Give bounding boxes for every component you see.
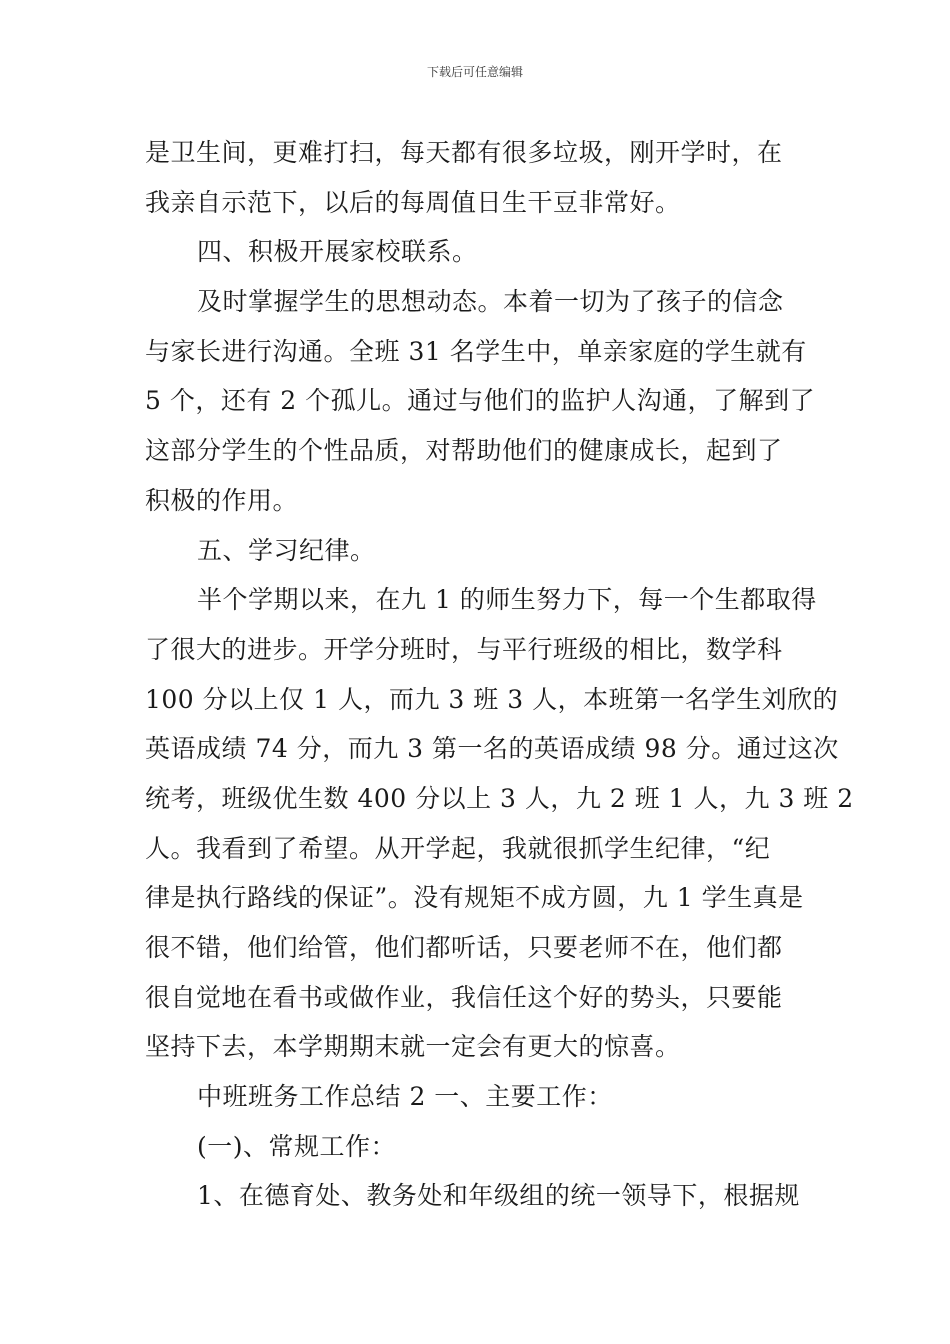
text-line: 这部分学生的个性品质，对帮助他们的健康成长，起到了 bbox=[145, 436, 783, 466]
section-heading: 中班班务工作总结 2 一、主要工作： bbox=[197, 1082, 613, 1112]
text-line: 很自觉地在看书或做作业，我信任这个好的势头，只要能 bbox=[145, 982, 783, 1012]
text-line: 人。我看到了希望。从开学起，我就很抓学生纪律，“纪 bbox=[145, 833, 771, 863]
text-line: 是卫生间，更难打扫，每天都有很多垃圾，刚开学时，在 bbox=[145, 138, 783, 167]
section-heading: 四、积极开展家校联系。 bbox=[197, 237, 478, 267]
text-line: 律是执行路线的保证”。没有规矩不成方圆，九 1 学生真是 bbox=[145, 883, 804, 913]
text-line: 坚持下去，本学期期末就一定会有更大的惊喜。 bbox=[145, 1032, 681, 1062]
text-line: 英语成绩 74 分，而九 3 第一名的英语成绩 98 分。通过这次 bbox=[145, 734, 839, 764]
text-line: 很不错，他们给管，他们都听话，只要老师不在，他们都 bbox=[145, 933, 783, 962]
text-line: 我亲自示范下，以后的每周值日生干豆非常好。 bbox=[145, 187, 681, 217]
text-line: 100 分以上仅 1 人，而九 3 班 3 人，本班第一名学生刘欣的 bbox=[145, 684, 839, 714]
paragraph-start: 半个学期以来，在九 1 的师生努力下，每一个生都取得 bbox=[197, 585, 817, 615]
document-body bbox=[145, 128, 854, 1221]
subsection-heading: (一)、常规工作： bbox=[197, 1131, 397, 1161]
text-line: 5 个，还有 2 个孤儿。通过与他们的监护人沟通，了解到了 bbox=[145, 386, 816, 416]
paragraph-start: 1、在德育处、教务处和年级组的统一领导下，根据规 bbox=[197, 1181, 800, 1211]
text-line: 与家长进行沟通。全班 31 名学生中，单亲家庭的学生就有 bbox=[145, 336, 807, 366]
text-line: 了很大的进步。开学分班时，与平行班级的相比，数学科 bbox=[145, 634, 783, 664]
text-line: 统考，班级优生数 400 分以上 3 人，九 2 班 1 人，九 3 班 2 bbox=[145, 783, 854, 813]
section-heading: 五、学习纪律。 bbox=[197, 535, 376, 565]
text-line: 积极的作用。 bbox=[145, 485, 299, 515]
paragraph-start: 及时掌握学生的思想动态。本着一切为了孩子的信念 bbox=[197, 287, 784, 317]
page-header: 下载后可任意编辑 bbox=[426, 65, 523, 79]
